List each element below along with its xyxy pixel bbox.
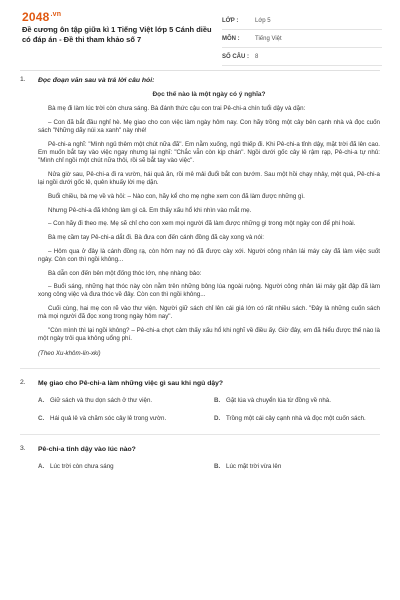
- answer-option-b[interactable]: [214, 395, 380, 407]
- question-prompt: Pê-chi-a tỉnh dậy vào lúc nào?: [38, 445, 136, 453]
- question-number: 1.: [20, 76, 26, 83]
- logo-text: 2048: [22, 10, 50, 24]
- option-letter: A.: [38, 396, 45, 404]
- info-value: Tiếng Việt: [255, 35, 282, 42]
- question-number: 3.: [20, 444, 26, 452]
- option-text: Hái quả lê và chăm sóc cây lê trong vườn.: [50, 414, 167, 422]
- question-divider: [20, 434, 380, 435]
- info-key: SỐ CÂU :: [222, 53, 249, 60]
- passage-paragraph: Pê-chi-a nghĩ: "Mình ngủ thêm một chút nữa đã". Em nằm xuống, ngủ thiếp đi. Khi Pê-chi-a tỉnh dậy, mặt trời đã lên cao. Em muốn bắt tay vào việc ngay nhưng lại nghĩ: "Chắc vẫn còn kịp chán". Ngồi dưới gốc cây lê rậm rạp, Pê-chi-a tự nhủ: "Mình chỉ ngồi một chút nữa thôi, rồi sẽ bắt tay vào việc".: [38, 140, 380, 165]
- reading-passage: [38, 91, 380, 359]
- question-1: [20, 76, 380, 359]
- document-title: Đề cương ôn tập giữa kì 1 Tiếng Việt lớp 5 Cánh diều có đáp án - Đề thi tham khảo số 7: [22, 25, 212, 44]
- info-row-class: [222, 12, 382, 30]
- answer-option-c[interactable]: [38, 413, 204, 425]
- passage-paragraph: – Hôm qua ở đây là cánh đồng rạ, còn hôm nay nó đã được cày xới. Người công nhân lái máy cày đã làm việc suốt ngày. Còn con thì ngồi không...: [38, 247, 380, 263]
- passage-paragraph: Cuối cùng, hai mẹ con rẽ vào thư viện. Người giữ sách chỉ lên cái giá lớn có rất nhiều sách. "Đây là những cuốn sách mà mọi người đã đọc xong trong ngày hôm nay".: [38, 305, 380, 321]
- header: [0, 0, 400, 68]
- passage-paragraph: – Con hãy đi theo mẹ. Mẹ sẽ chỉ cho con xem mọi người đã làm được những gì trong một ngày con để phí hoài.: [48, 220, 356, 228]
- option-text: Lúc mặt trời vừa lên: [226, 462, 282, 470]
- passage-paragraph: – Con đã bắt đầu nghỉ hè. Mẹ giao cho con việc làm ngày hôm nay. Con hãy trồng một cây bên cạnh nhà và đọc cuốn sách "Những dãy núi xa xanh" này nhé!: [38, 118, 380, 135]
- option-letter: B.: [214, 396, 221, 404]
- question-divider: [20, 368, 380, 369]
- question-prompt: Đọc đoạn văn sau và trả lời câu hỏi:: [38, 77, 155, 84]
- info-value: 8: [255, 53, 259, 60]
- passage-source: (Theo Xu-khôm-lin-xki): [38, 350, 101, 358]
- option-text: Giữ sách và thu dọn sách ở thư viện.: [50, 396, 153, 404]
- header-divider: [20, 70, 380, 71]
- option-text: Gặt lúa và chuyển lúa từ đồng về nhà.: [226, 396, 331, 404]
- logo-suffix: .vn: [50, 11, 62, 18]
- option-text: Lúc trời còn chưa sáng: [50, 462, 114, 470]
- info-value: Lớp 5: [255, 17, 271, 24]
- question-2: [20, 379, 380, 425]
- info-row-question-count: [222, 48, 382, 66]
- answer-option-a[interactable]: [38, 395, 204, 407]
- option-letter: A.: [38, 462, 45, 470]
- info-table: [222, 12, 382, 66]
- answer-options: [38, 461, 380, 473]
- answer-option-d[interactable]: [214, 413, 380, 425]
- question-3: [20, 445, 380, 473]
- passage-paragraph: Bà mẹ đi làm lúc trời còn chưa sáng. Bà đánh thức cậu con trai Pê-chi-a chín tuổi dậy và dặn:: [48, 105, 306, 113]
- passage-paragraph: Buổi chiều, bà mẹ về và hỏi: – Nào con, hãy kể cho mẹ nghe xem con đã làm được những gì.: [48, 192, 305, 200]
- option-letter: C.: [38, 414, 45, 422]
- passage-paragraph: Nhưng Pê-chi-a đã không làm gì cả. Em thấy xấu hổ khi nhìn vào mắt mẹ.: [48, 206, 252, 214]
- question-prompt: Mẹ giao cho Pê-chi-a làm những việc gì sau khi ngủ dậy?: [38, 379, 224, 387]
- passage-paragraph: Bà dẫn con đến bên một đống thóc lớn, nhẹ nhàng bảo:: [48, 269, 202, 277]
- info-key: LỚP :: [222, 17, 239, 24]
- answer-options: [38, 395, 380, 425]
- option-text: Trồng một cái cây cạnh nhà và đọc một cuốn sách.: [226, 414, 366, 422]
- question-number: 2.: [20, 378, 26, 386]
- site-logo[interactable]: [22, 10, 61, 24]
- info-row-subject: [222, 30, 382, 48]
- passage-title: Đọc thế nào là một ngày có ý nghĩa?: [152, 91, 266, 98]
- info-key: MÔN :: [222, 35, 240, 42]
- passage-paragraph: Bà mẹ cầm tay Pê-chi-a dắt đi. Bà đưa con đến cánh đồng đã cày xong và nói:: [48, 233, 265, 241]
- answer-option-b[interactable]: [214, 461, 380, 473]
- question-list: [20, 76, 380, 473]
- passage-paragraph: – Buổi sáng, những hạt thóc này còn nằm trên những bông lúa ngoài ruộng. Người công nhân lái máy gặt đập đã làm xong công việc và đưa thóc về đây. Còn con thì ngồi không...: [38, 283, 380, 299]
- passage-paragraph: "Còn mình thì lại ngồi không? – Pê-chi-a chợt cảm thấy xấu hổ khi nghĩ về điều ấy. Giờ đây, em đã hiểu được thế nào là một ngày trôi qua không uổng phí.: [38, 327, 380, 343]
- option-letter: D.: [214, 414, 221, 422]
- answer-option-a[interactable]: [38, 461, 204, 473]
- option-letter: B.: [214, 462, 221, 470]
- passage-paragraph: Nửa giờ sau, Pê-chi-a đi ra vườn, hái quả ăn, rồi mê mải đuổi bắt con bướm. Sau một hồi chạy nhảy, mệt quá, Pê-chi-a lại ngồi dưới gốc lê, quên khuấy lời mẹ dặn.: [38, 170, 380, 187]
